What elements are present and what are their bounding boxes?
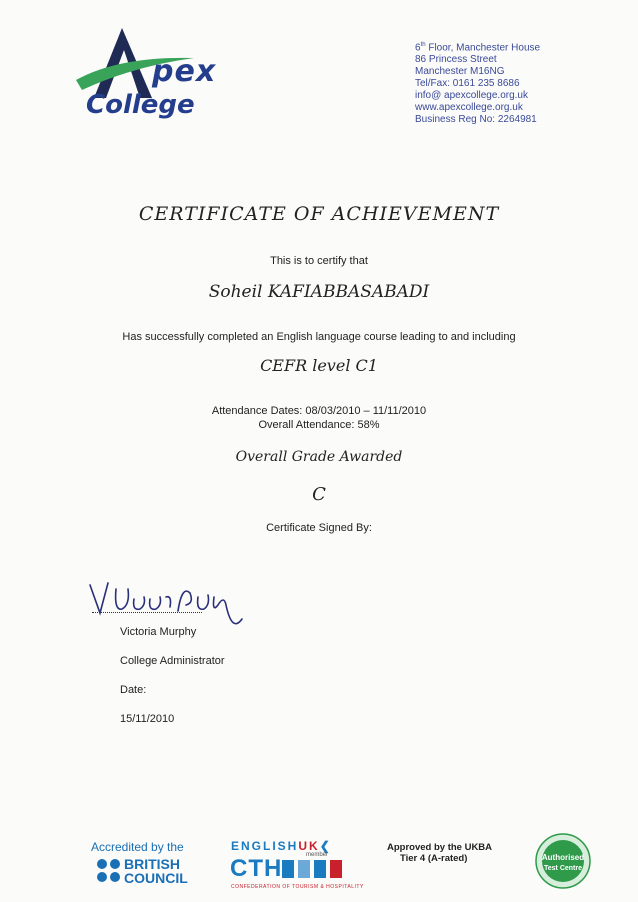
ukba-approval-line1: Approved by the UKBA <box>387 842 493 853</box>
date-label: Date: <box>120 684 147 696</box>
accredited-by-text: Accredited by the <box>91 840 184 854</box>
date-value: 15/11/2010 <box>120 713 175 725</box>
certify-text: This is to certify that <box>270 255 368 267</box>
signed-by-label: Certificate Signed By: <box>266 522 372 534</box>
address-block <box>415 39 540 126</box>
completion-text: Has successfully completed an English language course leading to and including <box>122 331 516 343</box>
address-reg-no: Business Reg No: 2264981 <box>415 114 537 126</box>
bc-line-2: COUNCIL <box>124 870 188 886</box>
address-floor: 6th Floor, Manchester House <box>415 42 541 54</box>
signer-role: College Administrator <box>120 655 225 667</box>
signer-name: Victoria Murphy <box>120 626 197 638</box>
course-level: CEFR level C1 <box>260 356 378 375</box>
attendance-dates: Attendance Dates: 08/03/2010 – 11/11/2010 <box>211 405 427 417</box>
overall-attendance: Overall Attendance: 58% <box>258 419 380 431</box>
badge-line-2: Test Centre <box>544 865 582 872</box>
english-uk-logo: ENGLISHUK❮ <box>231 839 332 853</box>
logo-word-apex: pex <box>152 54 217 89</box>
grade-label: Overall Grade Awarded <box>235 449 403 465</box>
badge-line-1: Authorised <box>541 853 585 862</box>
grade-value: C <box>312 484 326 505</box>
english-uk-member-text: member <box>306 852 329 858</box>
address-city: Manchester M16NG <box>415 66 505 78</box>
address-street: 86 Princess Street <box>415 54 497 66</box>
cth-logo-text: CTH <box>230 855 283 882</box>
bc-line-1: BRITISH <box>124 856 180 872</box>
ukba-approval-line2: Tier 4 (A-rated) <box>400 853 468 864</box>
british-council-dots-icon <box>96 858 122 884</box>
address-tel: Tel/Fax: 0161 235 8686 <box>415 78 520 90</box>
logo-word-college: College <box>86 90 195 120</box>
authorised-test-centre-badge <box>535 833 591 889</box>
cth-subtitle: CONFEDERATION OF TOURISM & HOSPITALITY <box>231 884 364 890</box>
signature-line <box>92 612 202 613</box>
cth-blocks-icon <box>282 858 342 880</box>
british-council-logo-text <box>124 857 188 885</box>
address-website: www.apexcollege.org.uk <box>415 102 523 114</box>
address-email: info@ apexcollege.org.uk <box>415 90 528 102</box>
certificate-title: CERTIFICATE OF ACHIEVEMENT <box>138 203 500 225</box>
recipient-name: Soheil KAFIABBASABADI <box>208 282 430 302</box>
